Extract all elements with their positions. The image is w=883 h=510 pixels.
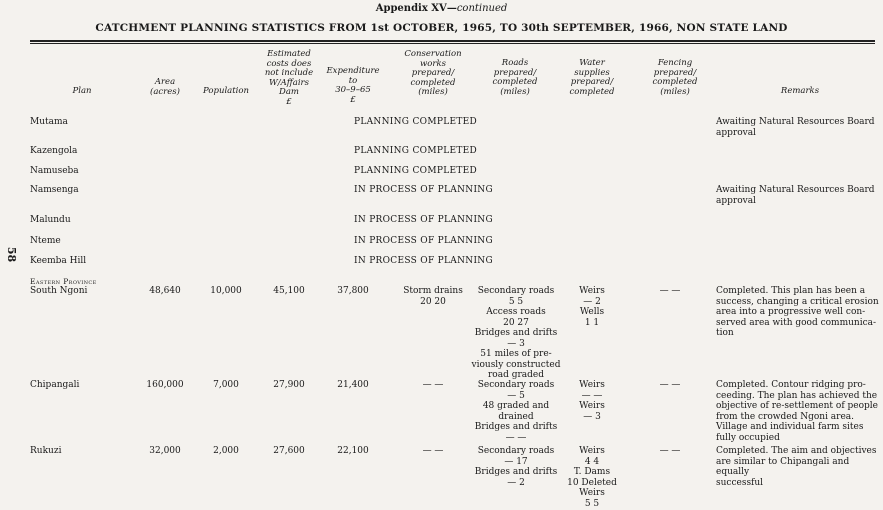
conservation-rukuzi: — — <box>422 446 444 456</box>
province-heading: Eastern Province <box>30 277 97 286</box>
expenditure-south-ngoni: 37,800 <box>337 286 369 296</box>
population-rukuzi: 2,000 <box>213 446 239 456</box>
roads-south-ngoni: Secondary roads 5 5 Access roads 20 27 Bridges and drifts — 3 51 miles of pre- viously constructed road graded <box>471 286 561 380</box>
plan-keemba-hill: Keemba Hill <box>30 256 87 266</box>
roads-rukuzi: Secondary roads — 17 Bridges and drifts — 2 <box>474 446 558 488</box>
col-header-area: Area (acres) <box>150 77 180 97</box>
col-header-fencing: Fencing prepared/ completed (miles) <box>652 58 698 97</box>
plan-south-ngoni: South Ngoni <box>30 286 88 296</box>
remarks-namsenga: Awaiting Natural Resources Board approval <box>716 185 875 206</box>
appendix-label <box>0 3 883 14</box>
header-rule-thick <box>30 40 875 42</box>
status-keemba-hill: IN PROCESS OF PLANNING <box>354 256 493 266</box>
status-kazengola: PLANNING COMPLETED <box>354 146 478 156</box>
page-number: 58 <box>5 246 19 263</box>
area-rukuzi: 32,000 <box>149 446 181 456</box>
plan-namsenga: Namsenga <box>30 185 79 195</box>
area-south-ngoni: 48,640 <box>149 286 181 296</box>
water-south-ngoni: Weirs — 2 Wells 1 1 <box>579 286 605 328</box>
expenditure-rukuzi: 22,100 <box>337 446 369 456</box>
area-chipangali: 160,000 <box>146 380 184 390</box>
appendix-text: Appendix XV— <box>375 3 457 14</box>
fencing-chipangali: — — <box>659 380 681 390</box>
appendix-continued: continued <box>456 3 508 14</box>
estimated-rukuzi: 27,600 <box>273 446 305 456</box>
header-rule-thin <box>30 43 875 44</box>
col-header-population: Population <box>203 86 249 96</box>
plan-kazengola: Kazengola <box>30 146 78 156</box>
plan-namuseba: Namuseba <box>30 166 79 176</box>
col-header-plan: Plan <box>72 86 92 96</box>
roads-chipangali: Secondary roads — 5 48 graded and drained Bridges and drifts — — <box>474 380 558 443</box>
population-chipangali: 7,000 <box>213 380 239 390</box>
plan-malundu: Malundu <box>30 215 71 225</box>
page-title: CATCHMENT PLANNING STATISTICS FROM 1st OCTOBER, 1965, TO 30th SEPTEMBER, 1966, NON STATE LAND <box>95 22 788 34</box>
conservation-south-ngoni: Storm drains 20 20 <box>403 286 463 307</box>
population-south-ngoni: 10,000 <box>210 286 242 296</box>
conservation-chipangali: — — <box>422 380 444 390</box>
col-header-remarks: Remarks <box>780 86 820 96</box>
status-nteme: IN PROCESS OF PLANNING <box>354 236 493 246</box>
status-malundu: IN PROCESS OF PLANNING <box>354 215 493 225</box>
estimated-south-ngoni: 45,100 <box>273 286 305 296</box>
col-header-roads: Roads prepared/ completed (miles) <box>492 58 538 97</box>
remarks-mutama: Awaiting Natural Resources Board approval <box>716 117 875 138</box>
col-header-expenditure: Expenditure to 30–9–65 £ <box>326 66 380 105</box>
expenditure-chipangali: 21,400 <box>337 380 369 390</box>
plan-chipangali: Chipangali <box>30 380 80 390</box>
plan-rukuzi: Rukuzi <box>30 446 62 456</box>
remarks-south-ngoni: Completed. This plan has been a success, changing a critical erosion area into a progressive well con- served area with good communica- tion <box>716 286 879 338</box>
water-chipangali: Weirs — — Weirs — 3 <box>579 380 605 422</box>
plan-nteme: Nteme <box>30 236 61 246</box>
water-rukuzi: Weirs 4 4 T. Dams 10 Deleted Weirs 5 5 <box>567 446 617 509</box>
col-header-water-supplies: Water supplies prepared/ completed <box>569 58 615 97</box>
remarks-rukuzi: Completed. The aim and objectives are similar to Chipangali and equally successful <box>716 446 877 488</box>
remarks-chipangali: Completed. Contour ridging pro- ceeding. The plan has achieved the objective of re-settlement of people from the crowded Ngoni area. Village and individual farm sites fully occupied <box>716 380 878 443</box>
col-header-estimated-costs: Estimated costs does not include W/Affairs Dam £ <box>264 49 314 107</box>
col-header-conservation: Conservation works prepared/ completed (miles) <box>404 49 462 97</box>
fencing-south-ngoni: — — <box>659 286 681 296</box>
plan-mutama: Mutama <box>30 117 68 127</box>
estimated-chipangali: 27,900 <box>273 380 305 390</box>
status-namuseba: PLANNING COMPLETED <box>354 166 478 176</box>
status-namsenga: IN PROCESS OF PLANNING <box>354 185 493 195</box>
fencing-rukuzi: — — <box>659 446 681 456</box>
status-mutama: PLANNING COMPLETED <box>354 117 478 127</box>
